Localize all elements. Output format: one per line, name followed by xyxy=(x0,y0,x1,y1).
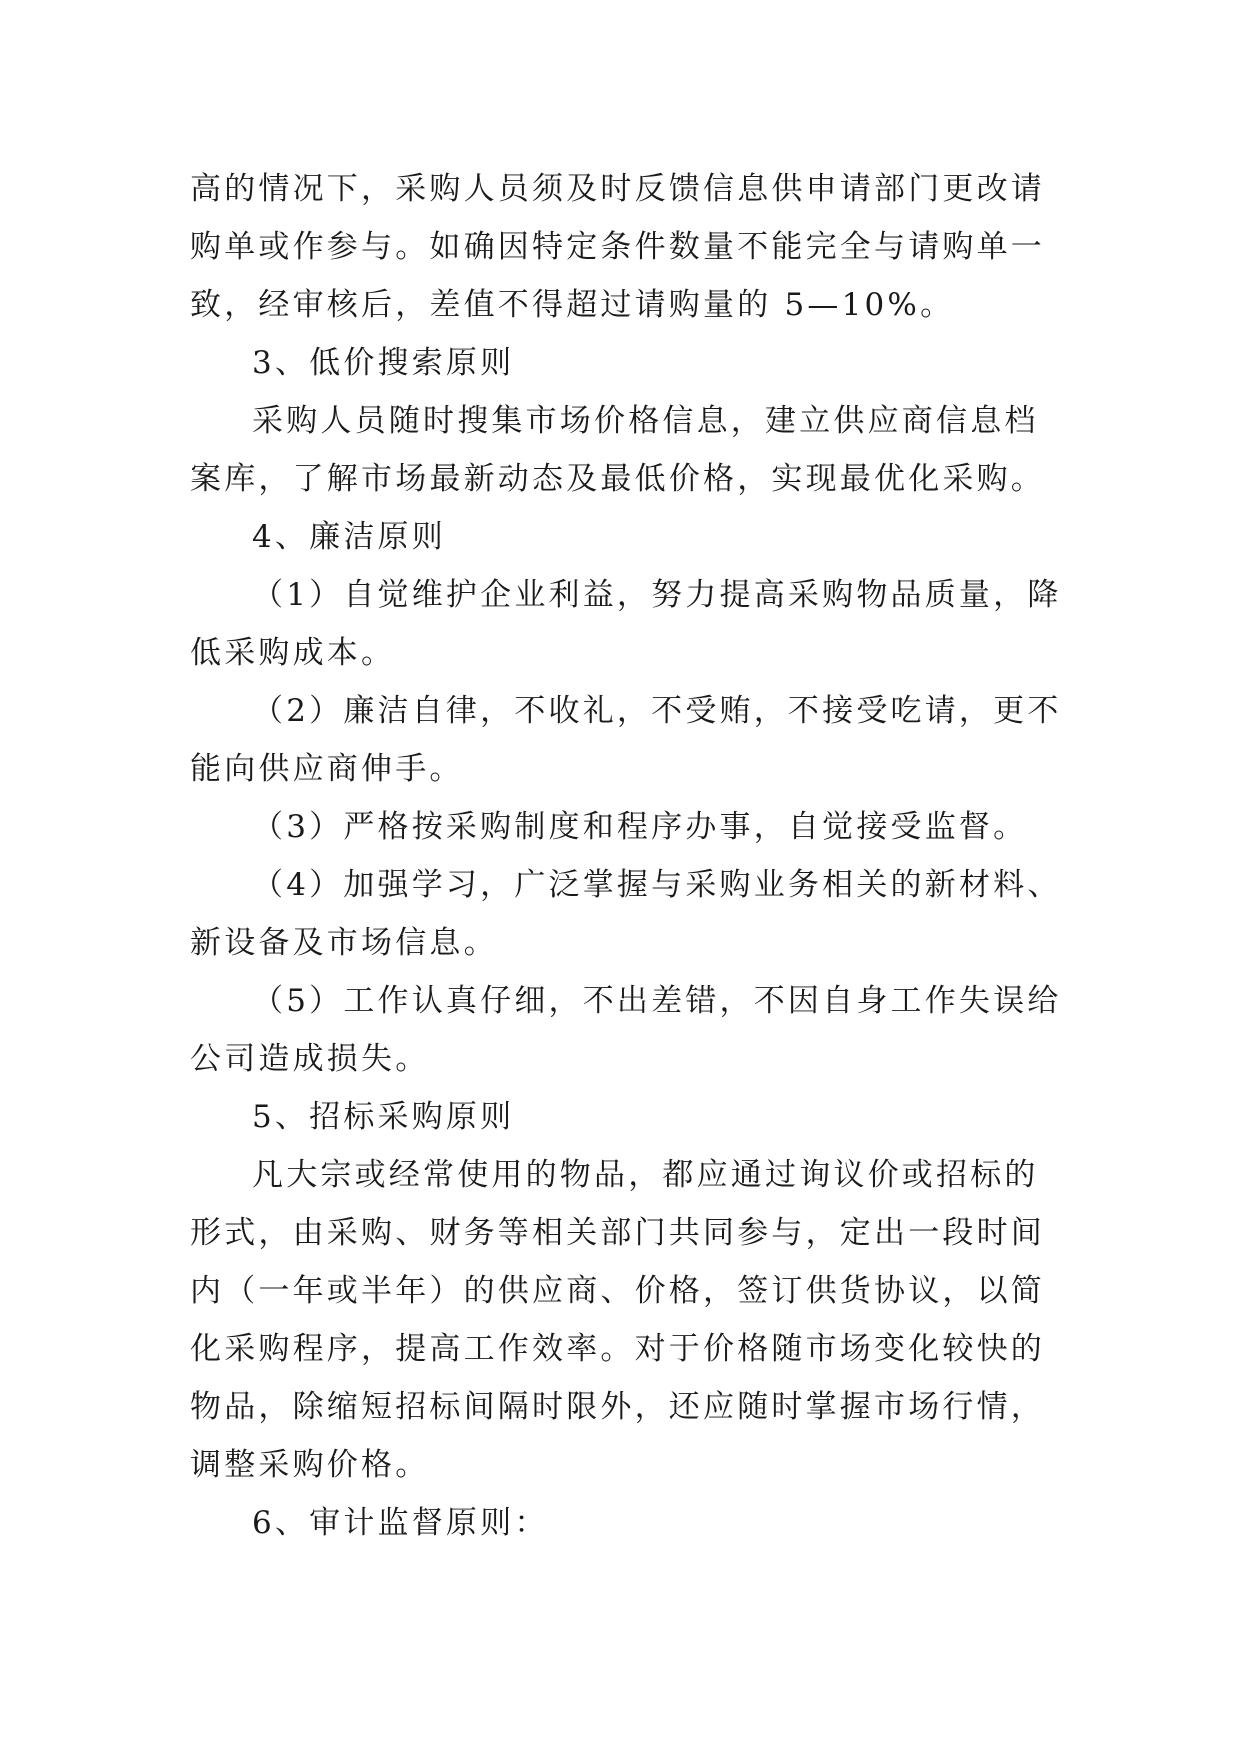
list-item-5: （5）工作认真仔细，不出差错，不因自身工作失误给公司造成损失。 xyxy=(190,983,1062,1077)
list-item-3: （3）严格按采购制度和程序办事，自觉接受监督。 xyxy=(252,809,1028,845)
paragraph-continued: 高的情况下，采购人员须及时反馈信息供申请部门更改请购单或作参与。如确因特定条件数量不能完全与请购单一致，经审核后，差值不得超过请购量的 5—10%。 xyxy=(190,171,1045,323)
paragraph-bidding: 凡大宗或经常使用的物品，都应通过询议价或招标的形式，由采购、财务等相关部门共同参与，定出一段时间内（一年或半年）的供应商、价格，签订供货协议，以简化采购程序，提高工作效率。对于价格随市场变化较快的物品，除缩短招标间隔时限外，还应随时掌握市场行情，调整采购价格。 xyxy=(190,1157,1045,1483)
section-heading-3: 3、低价搜索原则 xyxy=(252,345,515,381)
section-heading-4: 4、廉洁原则 xyxy=(252,519,446,555)
list-item-2: （2）廉洁自律，不收礼，不受贿，不接受吃请，更不能向供应商伸手。 xyxy=(190,693,1062,787)
paragraph-low-price: 采购人员随时搜集市场价格信息，建立供应商信息档案库，了解市场最新动态及最低价格，实现最优化采购。 xyxy=(190,403,1045,497)
section-heading-6: 6、审计监督原则： xyxy=(252,1505,549,1541)
section-heading-5: 5、招标采购原则 xyxy=(252,1099,515,1135)
list-item-1: （1）自觉维护企业利益，努力提高采购物品质量，降低采购成本。 xyxy=(190,577,1062,671)
list-item-4: （4）加强学习，广泛掌握与采购业务相关的新材料、新设备及市场信息。 xyxy=(190,867,1062,961)
document-body xyxy=(190,160,1070,1552)
